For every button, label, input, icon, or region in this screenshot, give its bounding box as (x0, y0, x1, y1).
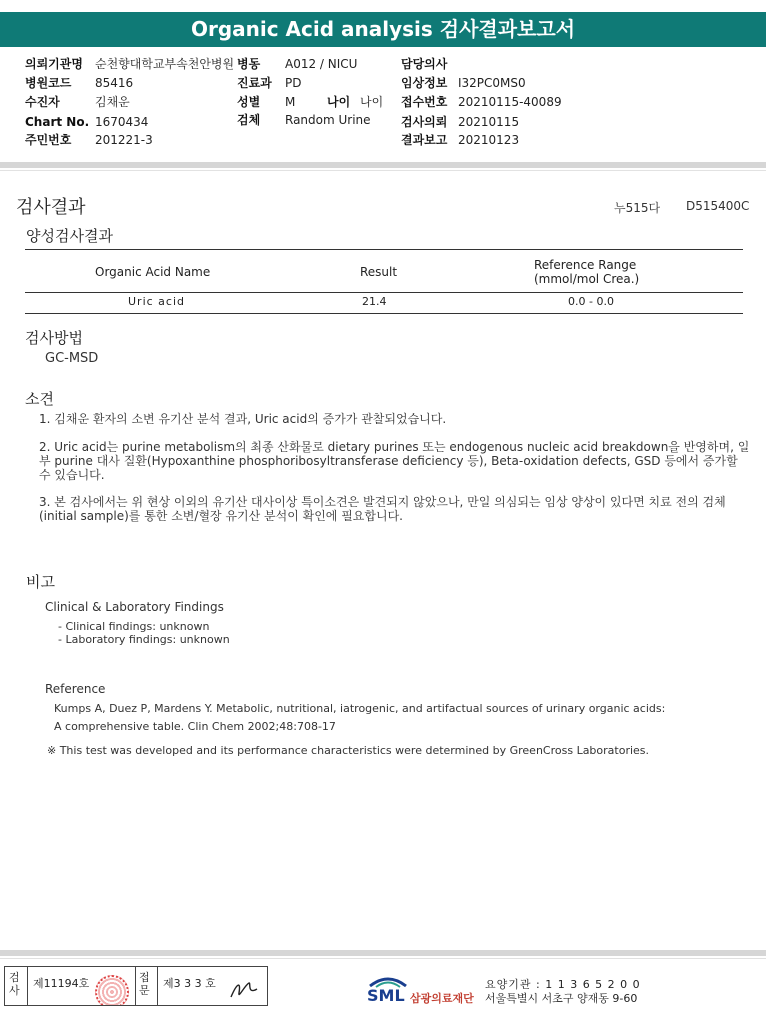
reference-title: Reference (45, 682, 106, 696)
row-reference: 0.0 - 0.0 (568, 295, 614, 308)
disclaimer: ※ This test was developed and its performance characteristics were determined by GreenCross Laboratories. (47, 744, 650, 757)
dept-label: 진료과 (237, 76, 272, 90)
sml-logo-text: SML (367, 986, 405, 1005)
footer-divider-1 (27, 967, 28, 1006)
col-header-result: Result (360, 265, 398, 279)
findings-title: 소견 (25, 390, 54, 408)
sex-label: 성별 (237, 95, 261, 109)
doctor-label: 담당의사 (401, 57, 448, 71)
request-date-value: 20210115 (458, 115, 520, 129)
footer-divider-2 (135, 967, 136, 1006)
resident-no-label: 주민번호 (25, 133, 72, 147)
finding-paragraph-2: 2. Uric acid는 purine metabolism의 최종 산화물로 dietary purines 또는 endogenous nucleic acid breakdown을 반영하며, 일부 purine 대사 질환(Hypoxanthine phosphoribosyltransferase deficiency 등), Beta-oxidation defects, GSD 등에서 증가할 수 있습니다. (39, 440, 750, 482)
result-code-1: 누515다 (614, 201, 661, 215)
row-result: 21.4 (362, 295, 387, 308)
footer-separator (0, 950, 766, 956)
hospital-code-value: 85416 (95, 76, 134, 90)
signature-box (4, 966, 268, 1006)
table-bottom-rule (25, 313, 743, 314)
results-title: 검사결과 (16, 197, 86, 218)
chart-no-label: Chart No. (25, 115, 90, 129)
license-number-1: 제11194호 (33, 977, 90, 990)
request-date-label: 검사의뢰 (401, 115, 448, 129)
table-top-rule (25, 249, 743, 250)
specimen-value: Random Urine (285, 113, 371, 127)
lab-findings-line: - Laboratory findings: unknown (58, 633, 230, 646)
header-separator-line (0, 170, 766, 171)
col-header-name: Organic Acid Name (95, 265, 211, 279)
reference-line-1: Kumps A, Duez P, Mardens Y. Metabolic, nutritional, iatrogenic, and artifactual sources of urinary organic acids: (54, 702, 666, 715)
age-value: 나이 (360, 95, 384, 109)
hospital-code-label: 병원코드 (25, 76, 72, 90)
table-header-rule (25, 292, 743, 293)
finding-paragraph-3: 3. 본 검사에서는 위 현상 이외의 유기산 대사이상 특이소견은 발견되지 않았으나, 만일 의심되는 임상 양상이 있다면 치료 전의 검체 (initial sample)를 통한 소변/혈장 유기산 분석이 확인에 필요합니다. (39, 495, 726, 523)
ward-label: 병동 (237, 57, 261, 71)
report-date-value: 20210123 (458, 133, 520, 147)
header-info (0, 52, 766, 160)
footer-separator-line (0, 958, 766, 959)
footer-divider-3 (157, 967, 158, 1006)
hospital-value: 순천향대학교부속천안병원 (95, 57, 235, 71)
license-number-2: 제3 3 3 호 (163, 977, 216, 990)
sex-value: M (285, 95, 296, 109)
finding-paragraph-1: 1. 김채운 환자의 소변 유기산 분석 결과, Uric acid의 증가가 관찰되었습니다. (39, 412, 447, 426)
clinical-findings-line: - Clinical findings: unknown (58, 620, 210, 633)
header-separator (0, 162, 766, 168)
method-value: GC-MSD (45, 351, 99, 366)
report-title: Organic Acid analysis 검사결과보고서 (0, 12, 766, 47)
report-date-label: 결과보고 (401, 133, 448, 147)
confirm-label: 접문 (139, 971, 150, 997)
signature-icon (227, 979, 263, 1001)
resident-no-value: 201221-3 (95, 133, 153, 147)
clinical-findings-title: Clinical & Laboratory Findings (45, 600, 224, 614)
company-name: 삼광의료재단 (410, 992, 474, 1005)
age-label: 나이 (327, 95, 351, 109)
method-title: 검사방법 (25, 329, 83, 347)
hospital-label: 의뢰기관명 (25, 57, 83, 71)
clinical-info-label: 임상정보 (401, 76, 448, 90)
ward-value: A012 / NICU (285, 57, 358, 71)
remarks-title: 비고 (26, 573, 55, 591)
institution-code: 요양기관 : 1 1 3 6 5 2 0 0 (485, 978, 641, 991)
positive-results-title: 양성검사결과 (26, 227, 113, 245)
chart-no-value: 1670434 (95, 115, 149, 129)
reference-line-2: A comprehensive table. Clin Chem 2002;48:708-17 (54, 720, 336, 733)
receipt-no-label: 접수번호 (401, 95, 448, 109)
patient-label: 수진자 (25, 95, 60, 109)
clinical-info-value: I32PC0MS0 (458, 76, 526, 90)
patient-value: 김채운 (95, 95, 130, 109)
col-header-reference-1: Reference Range (534, 258, 637, 272)
receipt-no-value: 20210115-40089 (458, 95, 562, 109)
result-code-2: D515400C (686, 199, 750, 213)
dept-value: PD (285, 76, 302, 90)
exam-label: 검사 (9, 971, 20, 997)
seal-stamp-icon (95, 975, 129, 1006)
row-name: Uric acid (128, 295, 186, 308)
lab-address: 서울특별시 서초구 양재동 9-60 (485, 992, 638, 1005)
specimen-label: 검체 (237, 113, 261, 127)
col-header-reference-2: (mmol/mol Crea.) (534, 272, 640, 286)
